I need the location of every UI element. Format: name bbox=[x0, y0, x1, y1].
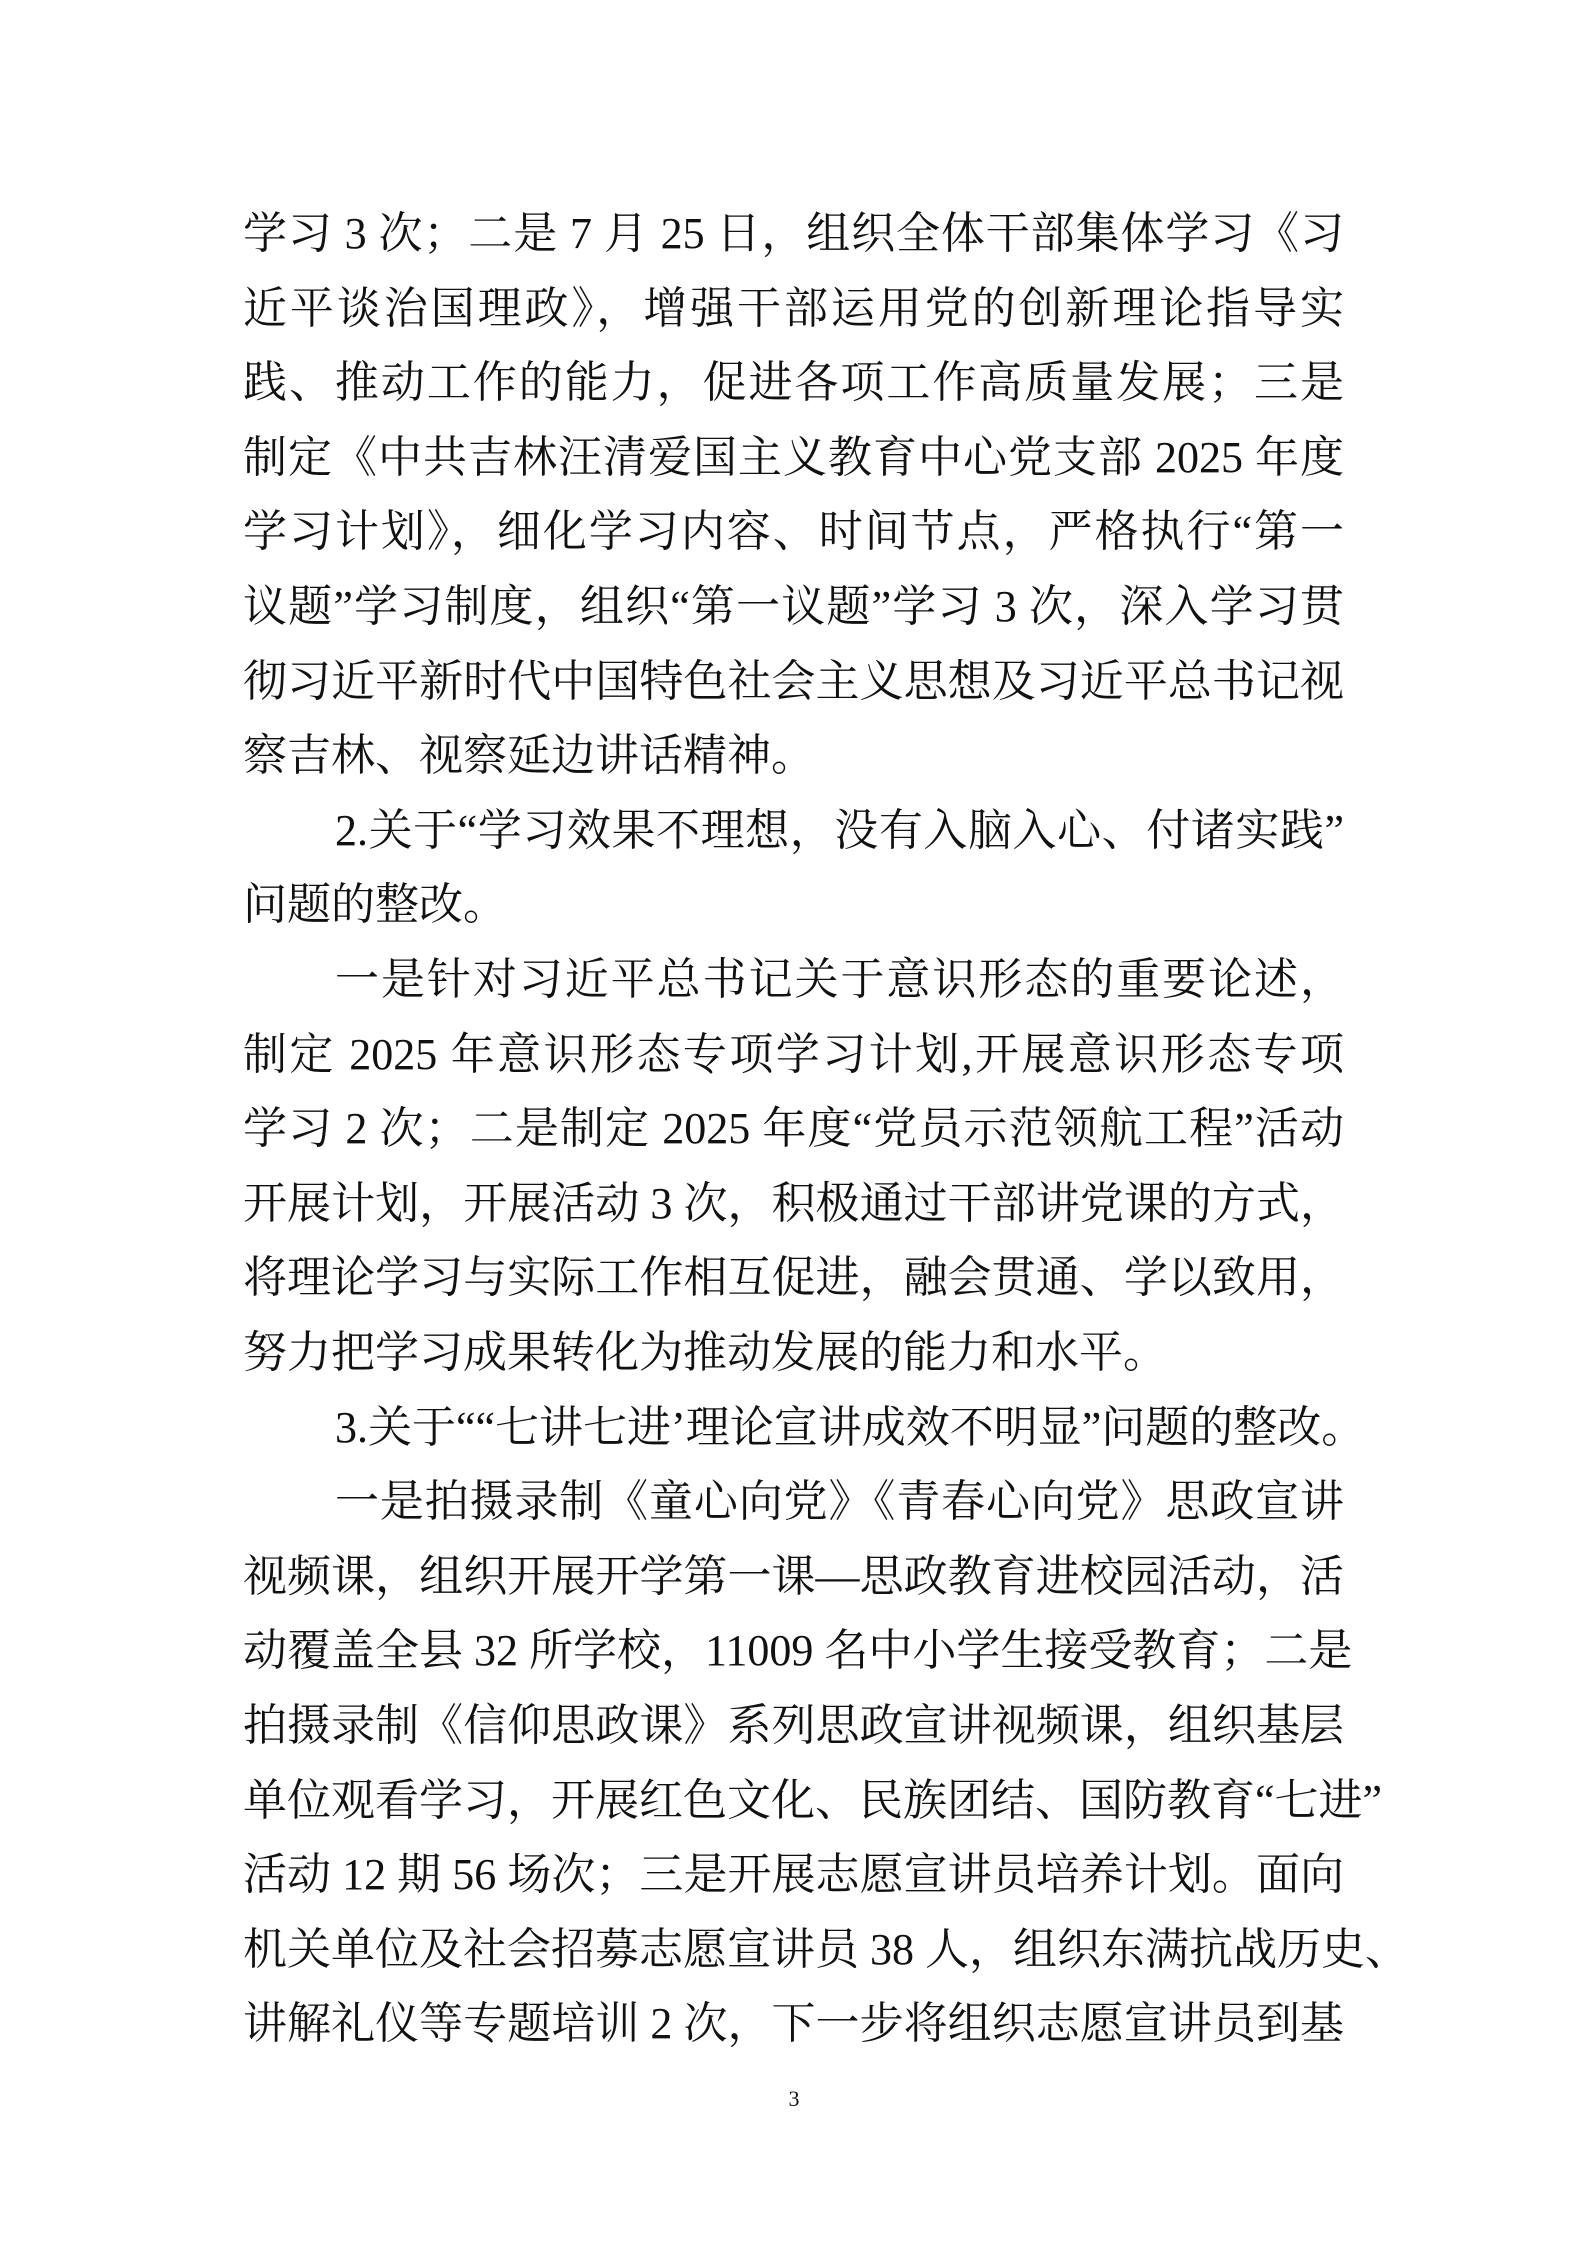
text-line: 讲解礼仪等专题培训 2 次，下一步将组织志愿宣讲员到基 bbox=[243, 1999, 1344, 2049]
text-line: 制定 2025 年意识形态专项学习计划,开展意识形态专项 bbox=[243, 1029, 1344, 1079]
text-line: 议题”学习制度，组织“第一议题”学习 3 次，深入学习贯 bbox=[243, 582, 1344, 631]
page-number: 3 bbox=[788, 2086, 800, 2111]
text-line: 将理论学习与实际工作相互促进，融会贯通、学以致用， bbox=[243, 1253, 1344, 1303]
text-line: 努力把学习成果转化为推动发展的能力和水平。 bbox=[243, 1328, 1167, 1377]
text-line: 彻习近平新时代中国特色社会主义思想及习近平总书记视 bbox=[243, 656, 1344, 706]
text-line: 视频课，组织开展开学第一课—思政教育进校园活动，活 bbox=[243, 1551, 1344, 1601]
text-line: 察吉林、视察延边讲话精神。 bbox=[243, 731, 815, 781]
text-line: 践、推动工作的能力，促进各项工作高质量发展；三是 bbox=[243, 358, 1344, 408]
text-line: 动覆盖全县 32 所学校，11009 名中小学生接受教育；二是 bbox=[243, 1626, 1353, 1676]
text-line: 2.关于“学习效果不理想，没有入脑入心、付诸实践” bbox=[335, 805, 1344, 855]
text-line: 一是拍摄录制《童心向党》《青春心向党》思政宣讲 bbox=[335, 1477, 1344, 1527]
text-line: 学习 3 次；二是 7 月 25 日，组织全体干部集体学习《习 bbox=[243, 209, 1344, 258]
text-line: 单位观看学习，开展红色文化、民族团结、国防教育“七进” bbox=[243, 1775, 1383, 1825]
text-line: 开展计划，开展活动 3 次，积极通过干部讲党课的方式， bbox=[243, 1178, 1344, 1228]
text-line: 制定《中共吉林汪清爱国主义教育中心党支部 2025 年度 bbox=[243, 432, 1344, 482]
text-line: 学习计划》，细化学习内容、时间节点，严格执行“第一 bbox=[243, 507, 1344, 557]
text-line: 一是针对习近平总书记关于意识形态的重要论述， bbox=[335, 955, 1344, 1004]
text-line: 近平谈治国理政》，增强干部运用党的创新理论指导实 bbox=[243, 283, 1344, 333]
text-line: 问题的整改。 bbox=[243, 880, 507, 930]
text-line: 机关单位及社会招募志愿宣讲员 38 人，组织东满抗战历史、 bbox=[243, 1924, 1409, 1974]
text-line: 3.关于““七讲七进’理论宣讲成效不明显”问题的整改。 bbox=[335, 1402, 1366, 1452]
text-line: 拍摄录制《信仰思政课》系列思政宣讲视频课，组织基层 bbox=[243, 1701, 1344, 1750]
text-line: 活动 12 期 56 场次；三是开展志愿宣讲员培养计划。面向 bbox=[243, 1850, 1344, 1900]
text-line: 学习 2 次；二是制定 2025 年度“党员示范领航工程”活动 bbox=[243, 1104, 1344, 1154]
